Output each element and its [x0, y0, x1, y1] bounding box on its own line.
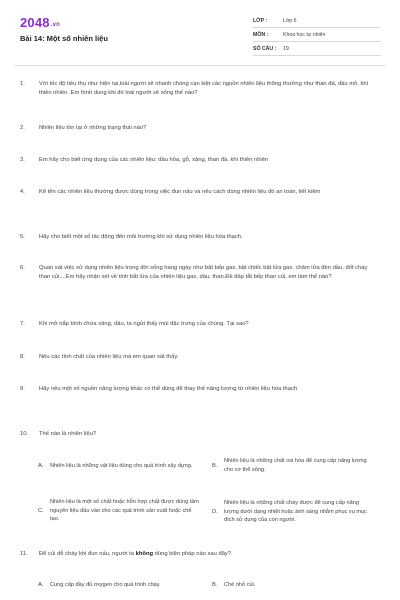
question-number: 3. — [20, 157, 25, 163]
meta-key: LỚP : — [253, 17, 268, 24]
question-5 — [20, 233, 384, 242]
question-number: 11. — [20, 551, 28, 557]
option-letter: A. — [38, 582, 44, 588]
question-1 — [20, 80, 384, 99]
question-number: 8. — [20, 354, 25, 360]
question-text-start: Để củi dễ cháy khi đun nấu, người ta — [39, 551, 136, 557]
question-number: 2. — [20, 125, 25, 131]
question-text: Thế nào là nhiên liệu? — [39, 431, 97, 437]
header-divider — [14, 65, 386, 66]
question-text — [39, 550, 384, 559]
option-b[interactable] — [212, 576, 374, 594]
question-text-end: dùng biện pháp nào sau đây? — [153, 551, 232, 557]
option-text: Chẻ nhỏ củi. — [224, 581, 256, 588]
question-9 — [20, 385, 384, 394]
option-c[interactable] — [38, 490, 200, 532]
option-text: Nhiên liệu là một số chất hoặc hỗn hợp chất được dùng làm nguyên liệu đầu vào cho các quá trình sản xuất hoặc chế tạo. — [50, 498, 199, 523]
logo-text: 2048 — [20, 15, 50, 30]
question-6 — [20, 264, 384, 283]
option-text: Nhiên liệu là những chất cháy được để cung cấp năng lượng dưới dạng nhiệt hoặc ánh sáng nhằm phục vụ mục đích sử dụng của con người. — [224, 499, 367, 524]
question-number: 9. — [20, 386, 25, 392]
site-logo[interactable] — [20, 15, 60, 30]
question-10 — [20, 430, 384, 439]
question-text: Khi mở nắp bình chứa xăng, dầu, ta ngửi thấy mùi đặc trưng của chúng. Tại sao? — [39, 321, 249, 327]
logo-suffix: .vn — [50, 22, 61, 28]
lesson-title: Bài 14: Một số nhiên liệu — [20, 34, 108, 43]
question-number: 7. — [20, 321, 25, 327]
question-text: Kể tên các nhiên liệu thường được dùng trong việc đun nấu và nêu cách dùng nhiên liệu đó an toàn, tiết kiệm — [39, 189, 321, 195]
option-letter: D. — [212, 509, 218, 515]
meta-key: MÔN : — [253, 31, 269, 38]
question-number: 1. — [20, 81, 25, 87]
option-letter: C. — [38, 508, 44, 514]
meta-row-subject — [253, 28, 381, 42]
meta-row-count — [253, 42, 381, 56]
meta-value: 19 — [283, 45, 289, 52]
option-b[interactable] — [212, 451, 374, 481]
option-a[interactable] — [38, 451, 200, 481]
question-number: 4. — [20, 189, 25, 195]
question-number: 6. — [20, 265, 25, 271]
option-text: Cung cấp đầy đủ oxygen cho quá trình cháy. — [50, 581, 161, 588]
meta-key: SỐ CÂU : — [253, 45, 277, 52]
question-text: Với tốc độ tiêu thụ như hiện tại,loài người sẽ nhanh chóng cạn kiệt các nguồn nhiên liệu thông thường như than đá, dầu mỏ, khí thiên nhiên. Em hình dung khi đó loài người sẽ sống thế nào? — [39, 81, 369, 97]
option-d[interactable] — [212, 486, 374, 538]
question-4 — [20, 188, 384, 197]
option-text: Nhiên liệu là những chất oxi hóa để cung cấp năng lượng cho cơ thể sống. — [224, 458, 367, 473]
meta-row-class — [253, 14, 381, 28]
question-text-emphasis: không — [135, 551, 154, 557]
meta-value: Lớp 6 — [283, 17, 297, 24]
option-letter: B. — [212, 463, 218, 469]
question-8 — [20, 353, 384, 362]
question-number: 5. — [20, 234, 25, 240]
option-letter: B. — [212, 582, 218, 588]
question-number: 10. — [20, 431, 29, 437]
question-text: Hãy nêu một số nguồn năng lượng khác có thể dùng để thay thế năng lượng từ nhiên liệu hóa thạch — [39, 386, 298, 392]
option-a[interactable] — [38, 572, 200, 598]
question-3 — [20, 156, 384, 165]
question-text: Em hãy cho biết ứng dụng của các nhiên liệu: dầu hỏa, gỗ, xăng, than đá, khí thiên nhiên — [39, 157, 269, 163]
question-11 — [20, 550, 384, 559]
question-text: Nhiên liệu tồn tại ở những trạng thái nào? — [39, 125, 147, 131]
question-text: Hãy cho biết một số tác động đến môi trường khi sử dụng nhiên liệu hóa thạch. — [39, 234, 243, 240]
question-text: Quan sát việc sử dụng nhiên liệu trong đời sống hang ngày như bật bếp gas, bật chiếc bật lửa gas, châm lửa đèn dầu, đốt cháy than củi,...Em hãy nhận xét về tính bắt lửa của nhiên liệu gas, dầu, than.Đề đáp tắt bếp than củi, em làm thế nào? — [39, 265, 368, 281]
meta-table — [253, 14, 381, 56]
question-7 — [20, 320, 384, 329]
option-text: Nhiên liệu là những vật liệu dùng cho quá trình xây dựng. — [50, 462, 193, 469]
meta-value: Khoa học tự nhiên — [283, 31, 326, 38]
option-letter: A. — [38, 463, 44, 469]
question-2 — [20, 124, 384, 133]
question-text: Nêu các tính chất của nhiên liệu mà em quan sát thấy. — [39, 354, 179, 360]
